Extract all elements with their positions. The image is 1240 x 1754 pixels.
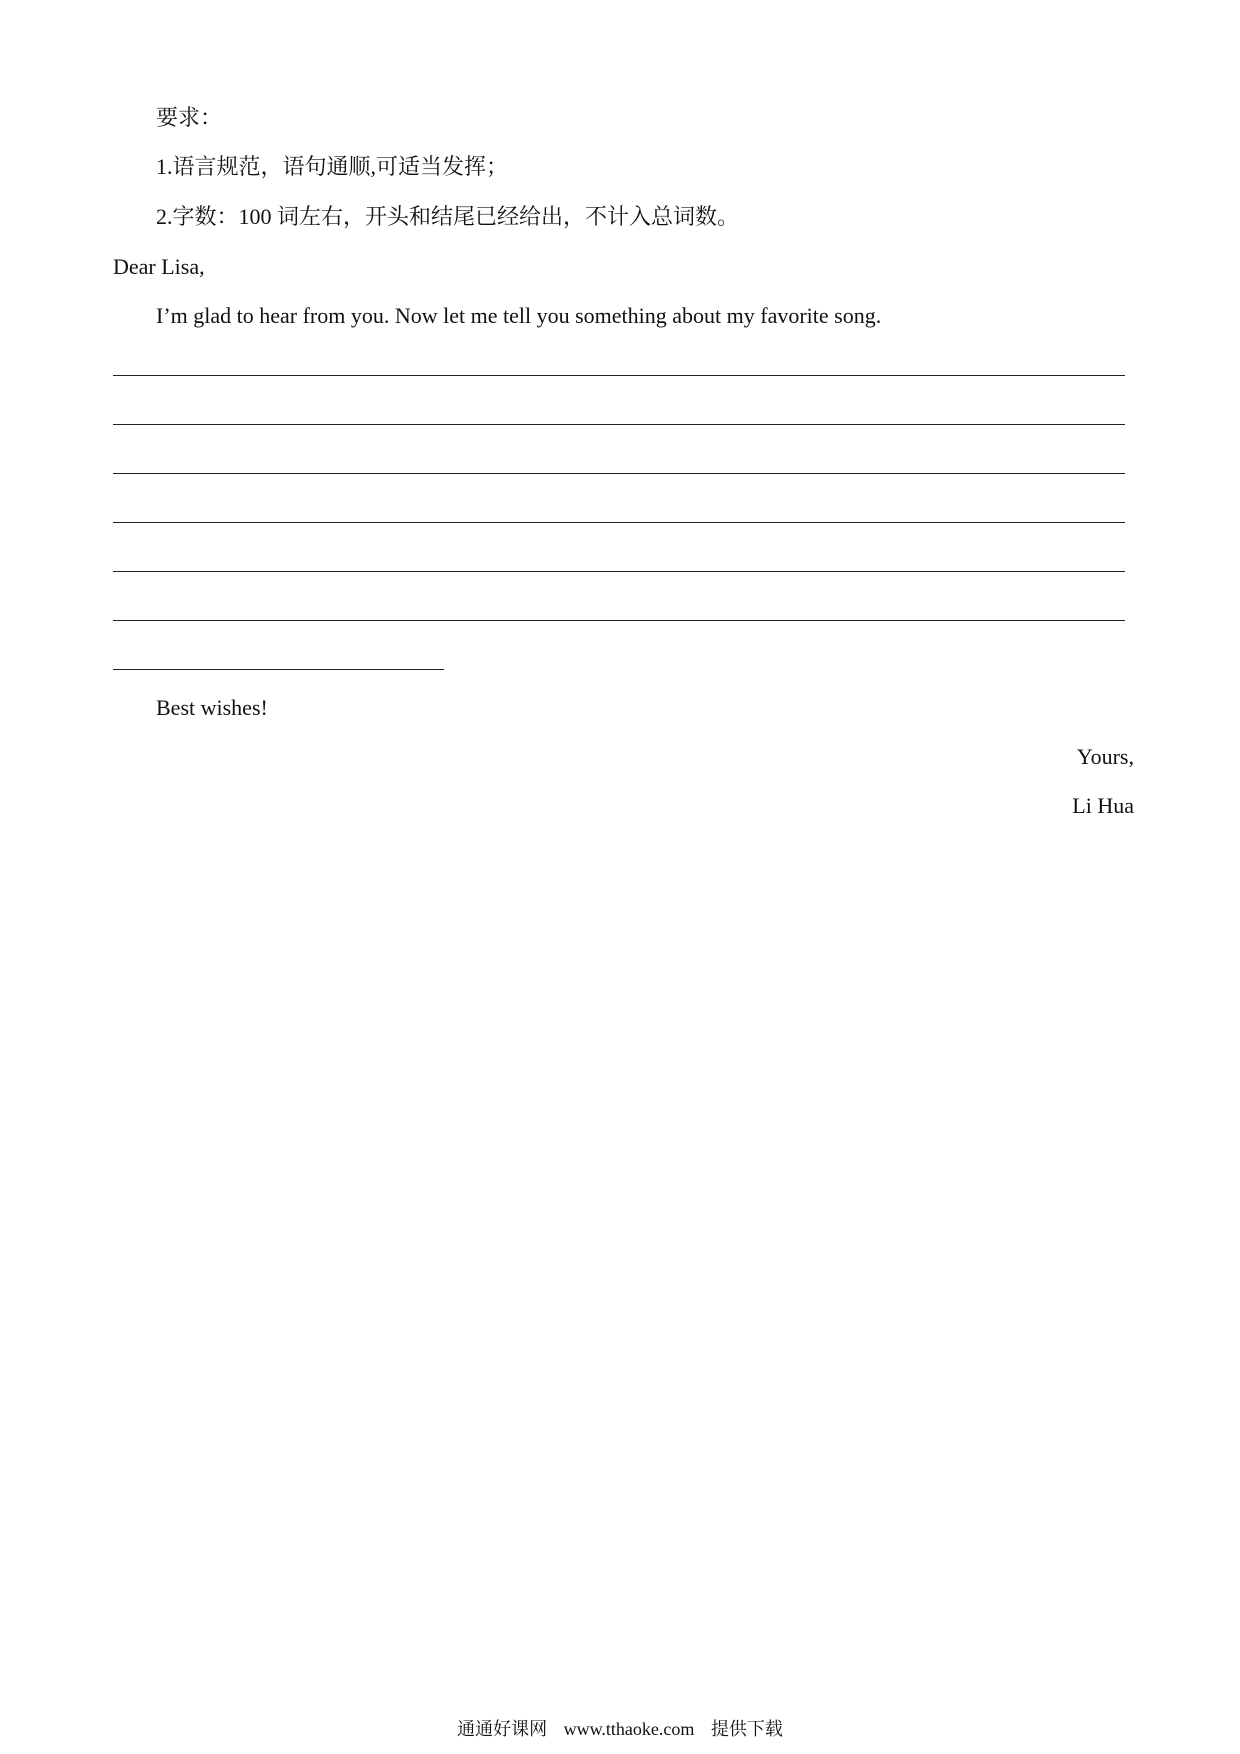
letter-valediction: Yours, (1076, 744, 1134, 769)
letter-signature: Li Hua (1072, 793, 1134, 818)
requirements-title: 要求： (156, 105, 223, 130)
writing-line-6 (113, 620, 1125, 621)
footer-site-name: 通通好课网 (457, 1719, 548, 1739)
letter-opening: I’m glad to hear from you. Now let me tell you something about my favorite song. (156, 303, 882, 328)
writing-line-3 (113, 473, 1125, 474)
requirement-item-1: 1.语言规范，语句通顺,可适当发挥； (156, 154, 509, 179)
writing-line-5 (113, 571, 1125, 572)
footer-note: 提供下载 (710, 1719, 783, 1739)
page-footer (0, 1718, 1240, 1740)
writing-line-1 (113, 375, 1125, 376)
requirement-item-2: 2.字数：100 词左右，开头和结尾已经给出，不计入总词数。 (156, 204, 740, 229)
footer-url: www.tthaoke.com (563, 1719, 695, 1739)
writing-line-2 (113, 424, 1125, 425)
letter-salutation: Dear Lisa, (113, 254, 205, 279)
letter-closing: Best wishes! (156, 695, 268, 720)
writing-line-4 (113, 522, 1125, 523)
writing-line-7 (113, 669, 444, 670)
